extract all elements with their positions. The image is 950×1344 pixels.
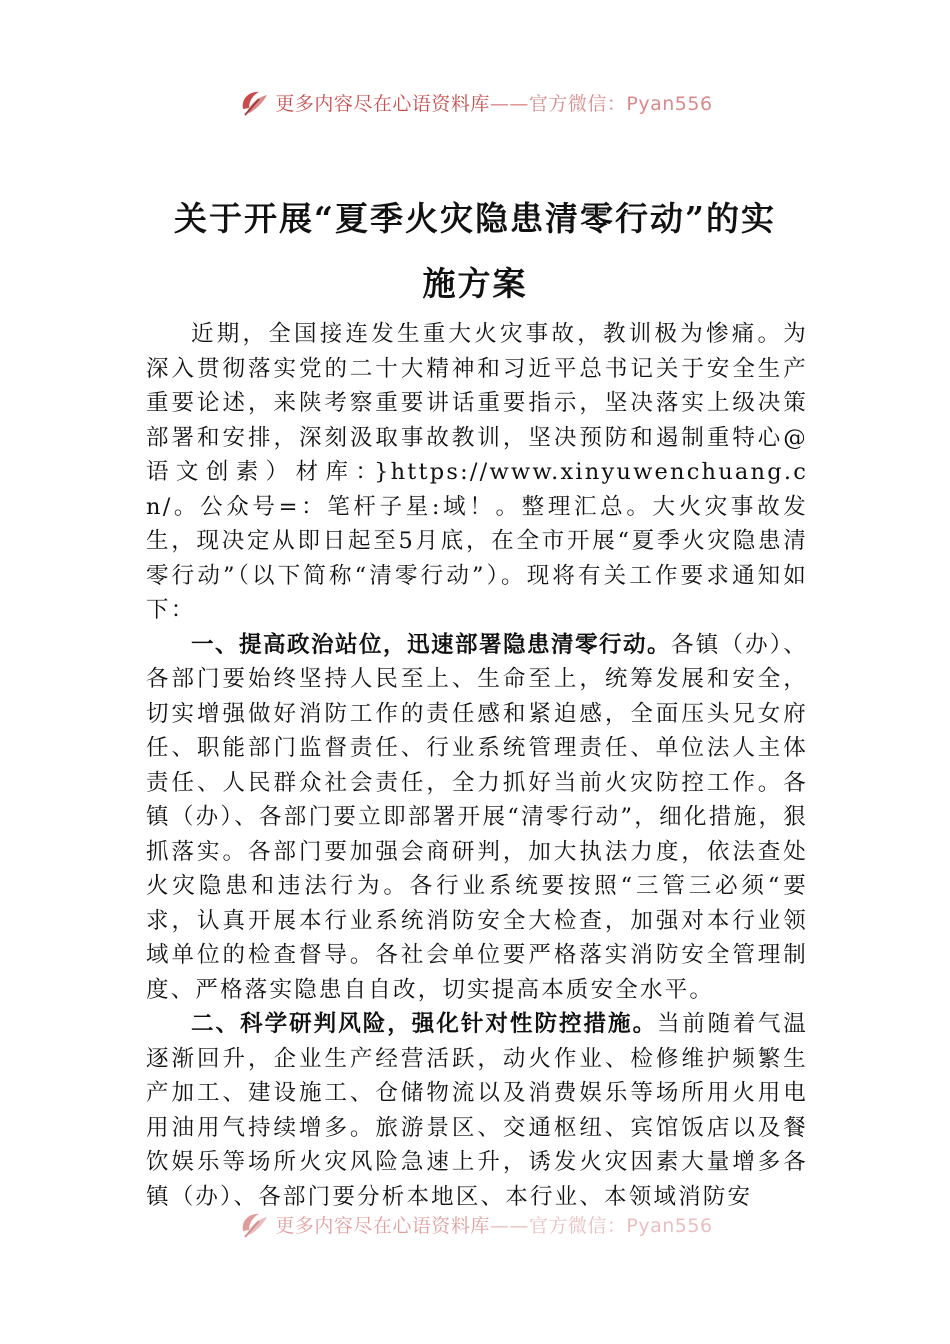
watermark-banner-top — [0, 84, 950, 120]
watermark-banner-bottom — [0, 1206, 950, 1242]
section-2-paragraph — [146, 1007, 808, 1214]
quill-logo-icon — [237, 1207, 271, 1241]
section-2-text: 当前随着气温逐渐回升，企业生产经营活跃，动火作业、检修维护频繁生产加工、建设施工、仓储物流以及消费娱乐等场所用火用电用油用气持续增多。旅游景区、交通枢纽、宾馆饭店以及餐饮娱乐等场所火灾风险急速上升，诱发火灾因素大量增多各镇（办）、各部门要分析本地区、本行业、本领域消防安 — [146, 1011, 808, 1210]
section-1-paragraph — [146, 628, 808, 1008]
watermark-wechat-text: 官方微信：Pyan556 — [528, 1214, 713, 1237]
intro-paragraph: 近期，全国接连发生重大火灾事故，教训极为惨痛。为深入贯彻落实党的二十大精神和习近平总书记关于安全生产重要论述，来陕考察重要讲话重要指示，坚决落实上级决策部署和安排，深刻汲取事故教训，坚决预防和遏制重特心@语文创素）材库：}https://www.xinyuwenchuang.cn/。公众号=：笔杆子星:域！。整理汇总。大火灾事故发生，现决定从即日起至5月底，在全市开展“夏季火灾隐患清零行动”（以下简称“清零行动”）。现将有关工作要求通知如下： — [146, 321, 808, 623]
watermark-site-text: 更多内容尽在心语资料库 — [275, 92, 490, 115]
quill-logo-icon — [237, 85, 271, 119]
document-body — [146, 317, 808, 1214]
title-line-2: 施方案 — [422, 264, 528, 303]
watermark-site-text: 更多内容尽在心语资料库 — [275, 1214, 490, 1237]
section-1-heading: 一、提高政治站位，迅速部署隐患清零行动。 — [191, 631, 672, 658]
document-title — [100, 186, 850, 316]
watermark-wechat-text: 官方微信：Pyan556 — [528, 92, 713, 115]
watermark-dash: —— — [489, 92, 529, 115]
title-line-1: 关于开展“夏季火灾隐患清零行动”的实 — [174, 199, 776, 238]
watermark-dash: —— — [489, 1214, 529, 1237]
section-2-heading: 二、科学研判风险，强化针对性防控措施。 — [191, 1011, 658, 1037]
section-1-text: 各镇（办）、各部门要始终坚持人民至上、生命至上，统筹发展和安全，切实增强做好消防工作的责任感和紧迫感，全面压头兄女府任、职能部门监督责任、行业系统管理责任、单位法人主体责任、人民群众社会责任，全力抓好当前火灾防控工作。各镇（办）、各部门要立即部署开展“清零行动”，细化措施，狠抓落实。各部门要加强会商研判，加大执法力度，依法查处火灾隐患和违法行为。各行业系统要按照“三管三必须“要求，认真开展本行业系统消防安全大检查，加强对本行业领域单位的检查督导。各社会单位要严格落实消防安全管理制度、严格落实隐患自自改，切实提高本质安全水平。 — [146, 631, 808, 1003]
